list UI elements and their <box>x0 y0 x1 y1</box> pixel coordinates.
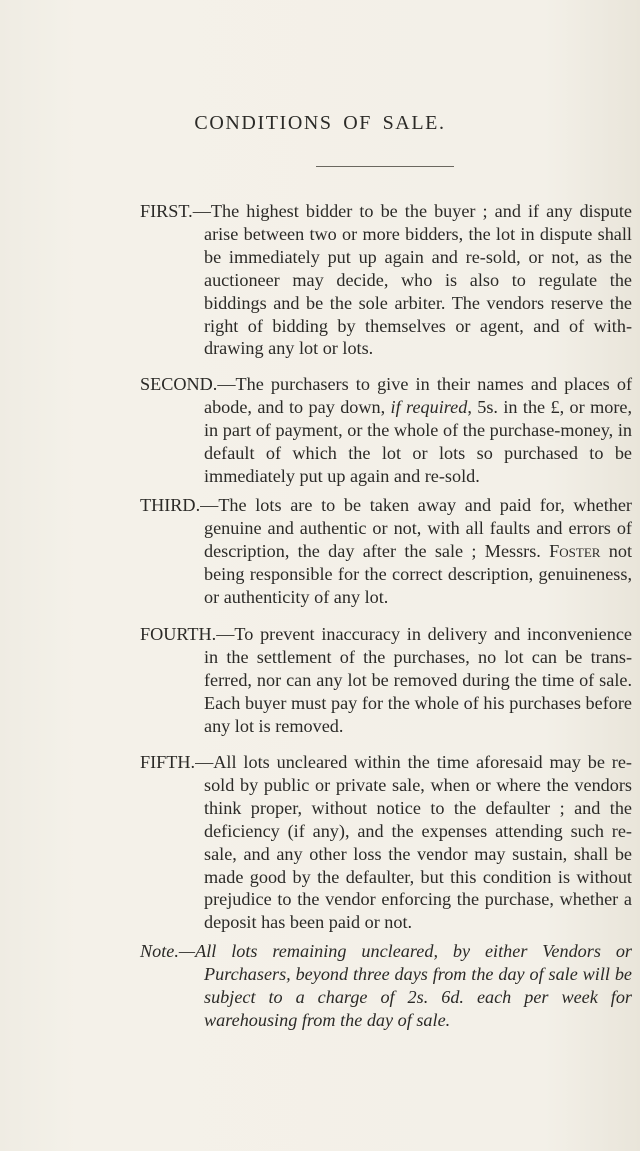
condition-label: FOURTH. <box>140 624 217 644</box>
title-divider <box>316 166 454 167</box>
condition-second <box>140 373 632 488</box>
condition-first <box>140 200 632 360</box>
condition-label: SECOND. <box>140 374 218 394</box>
condition-text: —The highest bidder to be the buyer ; and if any dispute arise between two or more bidders, the lot in dispute shall be immediately put up again and re-sold, or not, as the auctioneer may decide, who is also to regulate the biddings and be the sole arbiter. The vendors reserve the right of bidding by themselves or agent, and of withdrawing any lot or lots. <box>192 201 632 359</box>
page-title: CONDITIONS OF SALE. <box>194 112 446 134</box>
condition-label: FIRST. <box>140 201 193 221</box>
note-text: —All lots remaining uncleared, by either Vendors or Purchasers, beyond three days from the day of sale will be subject to a charge of 2s. 6d. each per week for warehousing from the day of sale. <box>178 941 632 1030</box>
condition-text: —To prevent inaccuracy in delivery and inconvenience in the settlement of the purchases, no lot can be transferred, nor can any lot be removed during the time of sale. Each buyer must pay for the whole of his purchases before any lot is removed. <box>204 624 632 736</box>
condition-text-continued: not being responsible for the correct description, genuineness, or authenticity of any lot. <box>204 540 632 607</box>
condition-text: —The lots are to be taken away and paid for, whether genuine and authentic or not, with all faults and errors of description, the day after the sale ; Messrs. <box>200 495 632 561</box>
condition-third <box>140 494 632 609</box>
condition-label: FIFTH. <box>140 752 196 772</box>
condition-text: —The purchasers to give in their names and places of abode, and to pay down, <box>204 374 632 417</box>
condition-text: —All lots uncleared within the time aforesaid may be re-sold by public or private sale, when or where the vendors think proper, without notice to the defaulter ; and the deficiency (if any), and the expenses attending such re-sale, and any other loss the vendor may sustain, shall be made good by the defaulter, but this condition is without prejudice to the vendor enforcing the purchase, whether a deposit has been paid or not. <box>195 752 632 933</box>
condition-text-continued: , 5s. in the £, or more, in part of payment, or the whole of the purchase-money, in default of which the lot or lots so purchased to be immediately put up again and re-sold. <box>204 396 632 486</box>
firm-name: Foster <box>549 540 601 561</box>
condition-fourth <box>140 623 632 738</box>
note-label: Note. <box>140 941 179 961</box>
condition-label: THIRD. <box>140 495 201 515</box>
condition-italic-text: if required <box>390 396 468 417</box>
condition-fifth <box>140 751 632 934</box>
sale-note <box>140 940 632 1032</box>
